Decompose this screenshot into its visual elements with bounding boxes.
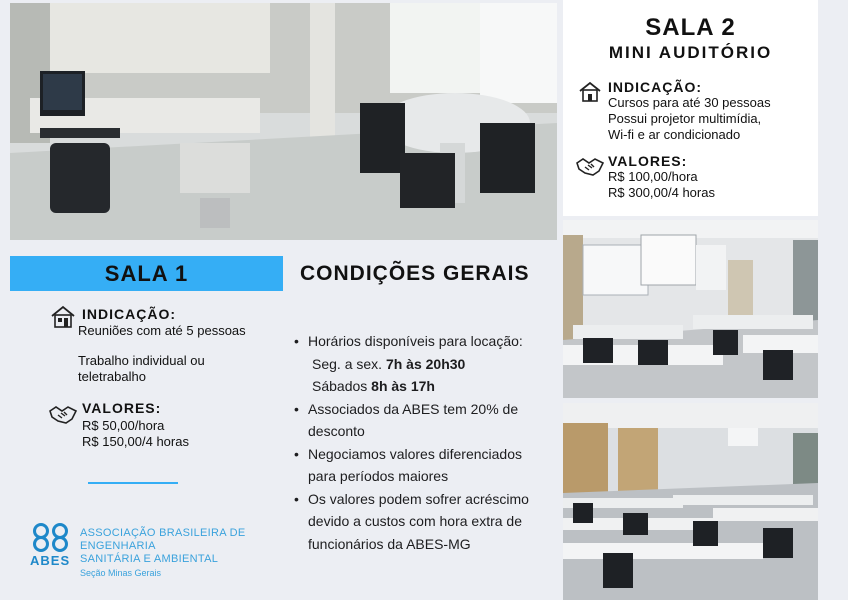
sala2-valor-line: R$ 100,00/hora: [608, 169, 698, 184]
sala2-photo-projector: [563, 220, 818, 398]
handshake-icon: [48, 403, 78, 425]
sala2-title: SALA 2: [645, 14, 736, 41]
sala2-subtitle: MINI AUDITÓRIO: [608, 43, 773, 62]
sala2-panel: [563, 0, 818, 216]
sala1-banner: [10, 256, 283, 291]
sala2-valor-line: R$ 300,00/4 horas: [608, 185, 715, 200]
logo-abbr: ABES: [30, 553, 71, 568]
condicoes-title: CONDIÇÕES GERAIS: [300, 262, 530, 285]
list-item: • Associados da ABES tem 20% de: [292, 398, 542, 421]
logo-text: [80, 527, 320, 580]
sala2-photo-desks: [563, 403, 818, 600]
list-item-cont: para períodos maiores: [308, 468, 449, 484]
sala1-valor-line: R$ 50,00/hora: [82, 418, 165, 433]
sala2-indicacao-line: Cursos para até 30 pessoas: [608, 95, 771, 110]
sala2-indicacao-line: Wi-fi e ar condicionado: [608, 127, 741, 142]
list-item: • Horários disponíveis para locação:: [292, 330, 542, 353]
list-item-cont: funcionários da ABES-MG: [308, 535, 471, 552]
list-item: • Negociamos valores diferenciados: [292, 443, 542, 466]
logo-line: SANITÁRIA E AMBIENTAL: [80, 553, 219, 565]
list-item: • Os valores podem sofrer acréscimo: [292, 488, 542, 511]
sala1-valor-line: R$ 150,00/4 horas: [82, 434, 189, 449]
logo-line: ASSOCIAÇÃO BRASILEIRA DE ENGENHARIA: [80, 527, 246, 552]
sala1-photo: [10, 3, 557, 240]
sala1-indicacao-line: Reuniões com até 5 pessoas: [78, 323, 246, 338]
sala1-indicacao-line: Trabalho individual ou: [78, 353, 205, 368]
sala1-title: SALA 1: [104, 261, 189, 286]
handshake-icon: [575, 155, 605, 177]
section-divider: [88, 482, 178, 484]
house-icon: [578, 80, 602, 104]
list-item-sub: Sábados 8h às 17h: [312, 378, 435, 394]
list-item-sub: Seg. a sex. 7h às 20h30: [312, 355, 466, 372]
sala2-indicacao-label: INDICAÇÃO:: [608, 79, 702, 95]
sala1-indicacao-line: teletrabalho: [78, 369, 146, 384]
sala1-indicacao-label: INDICAÇÃO:: [82, 306, 176, 322]
condicoes-list: [292, 330, 542, 555]
house-icon: [50, 304, 76, 330]
sala2-indicacao-line: Possui projetor multimídia,: [608, 111, 762, 126]
list-item-cont: devido a custos com hora extra de: [308, 513, 523, 529]
sala1-valores-label: VALORES:: [82, 400, 162, 416]
list-item-cont: desconto: [308, 423, 365, 439]
sala2-valores-label: VALORES:: [608, 153, 688, 169]
logo-line: Seção Minas Gerais: [80, 568, 162, 578]
logo-mark-icon: [30, 523, 72, 553]
